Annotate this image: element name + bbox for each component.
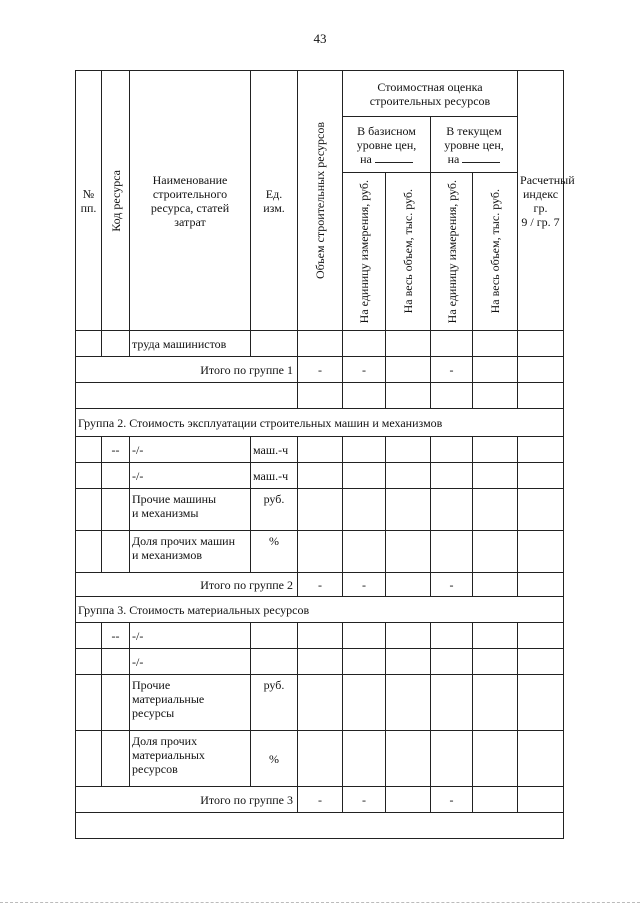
g2-row4-unit: % — [251, 531, 298, 573]
table-row — [76, 463, 564, 489]
g2-row1-unit: маш.-ч — [251, 437, 298, 463]
current-date-blank — [462, 152, 500, 163]
g3-row1-no: -- — [102, 623, 130, 649]
resource-cost-table — [75, 70, 575, 839]
empty-row — [76, 383, 564, 409]
header-base-level-text: В базисном уровне цен, на — [356, 123, 417, 166]
group1-total-row — [76, 357, 564, 383]
table-row — [76, 437, 564, 463]
header-code-cell — [102, 71, 130, 331]
g2-row3-name: Прочие машины и механизмы — [130, 489, 251, 531]
header-code: Код ресурса — [108, 169, 123, 232]
group2-title-row — [76, 409, 564, 437]
group2-total-label: Итого по группе 2 — [76, 573, 298, 597]
group2-total-dash: - — [431, 573, 473, 597]
group3-title: Группа 3. Стоимость материальных ресурсов — [76, 597, 564, 623]
group1-total-dash: - — [431, 357, 473, 383]
header-index: Расчетный индекс гр. 9 / гр. 7 — [518, 71, 564, 331]
group2-total-dash: - — [298, 573, 343, 597]
header-cost-title: Стоимостная оценка строительных ресурсов — [343, 71, 518, 117]
table-row — [76, 731, 564, 787]
group2-title: Группа 2. Стоимость эксплуатации строительных машин и механизмов — [76, 409, 564, 437]
header-volume-cell — [298, 71, 343, 331]
empty-row — [76, 813, 564, 839]
page-number: 43 — [313, 31, 327, 46]
header-current-level-text: В текущем уровне цен, на — [444, 123, 504, 166]
table-row — [76, 649, 564, 675]
header-unit: Ед. изм. — [251, 71, 298, 331]
header-current-total-cell — [473, 173, 518, 331]
group3-total-dash: - — [343, 787, 386, 813]
g3-row2-name: -/- — [130, 649, 251, 675]
page-bottom-edge — [0, 902, 640, 903]
table-row — [76, 675, 564, 731]
base-date-blank — [375, 152, 413, 163]
group3-total-label: Итого по группе 3 — [76, 787, 298, 813]
g3-row4-unit: % — [251, 731, 298, 787]
header-name: Наименование строительного ресурса, статей затрат — [130, 71, 251, 331]
header-current-per-unit: На единицу измерения, руб. — [444, 179, 459, 324]
table-row — [76, 531, 564, 573]
g2-row2-unit: маш.-ч — [251, 463, 298, 489]
group1-total-label: Итого по группе 1 — [76, 357, 298, 383]
header-row-1 — [76, 71, 564, 117]
machinists-label: труда машинистов — [130, 331, 251, 357]
group3-title-row — [76, 597, 564, 623]
header-base-total: На весь объем, тыс. руб. — [401, 189, 415, 314]
group1-total-dash: - — [298, 357, 343, 383]
group3-total-dash: - — [431, 787, 473, 813]
table-row — [76, 623, 564, 649]
table-row — [76, 489, 564, 531]
g3-row1-name: -/- — [130, 623, 251, 649]
header-volume: Объем строительных ресурсов — [313, 121, 327, 280]
header-no: № пп. — [76, 71, 102, 331]
table-row — [76, 331, 564, 357]
group3-total-dash: - — [298, 787, 343, 813]
header-base-per-unit-cell — [343, 173, 386, 331]
group1-total-dash: - — [343, 357, 386, 383]
group2-total-dash: - — [343, 573, 386, 597]
g3-row4-name: Доля прочих материальных ресурсов — [130, 731, 251, 787]
g2-row4-name: Доля прочих машин и механизмов — [130, 531, 251, 573]
g2-row2-name: -/- — [130, 463, 251, 489]
header-current-level — [431, 117, 518, 173]
g3-row3-unit: руб. — [251, 675, 298, 731]
header-current-total: На весь объем, тыс. руб. — [488, 189, 502, 314]
g2-row3-unit: руб. — [251, 489, 298, 531]
header-current-per-unit-cell — [431, 173, 473, 331]
header-base-level — [343, 117, 431, 173]
header-base-per-unit: На единицу измерения, руб. — [357, 179, 371, 324]
g3-row3-name: Прочие материальные ресурсы — [130, 675, 251, 731]
group3-total-row — [76, 787, 564, 813]
g2-row1-name: -/- — [130, 437, 251, 463]
header-base-total-cell — [386, 173, 431, 331]
group2-total-row — [76, 573, 564, 597]
g2-row1-no: -- — [102, 437, 130, 463]
